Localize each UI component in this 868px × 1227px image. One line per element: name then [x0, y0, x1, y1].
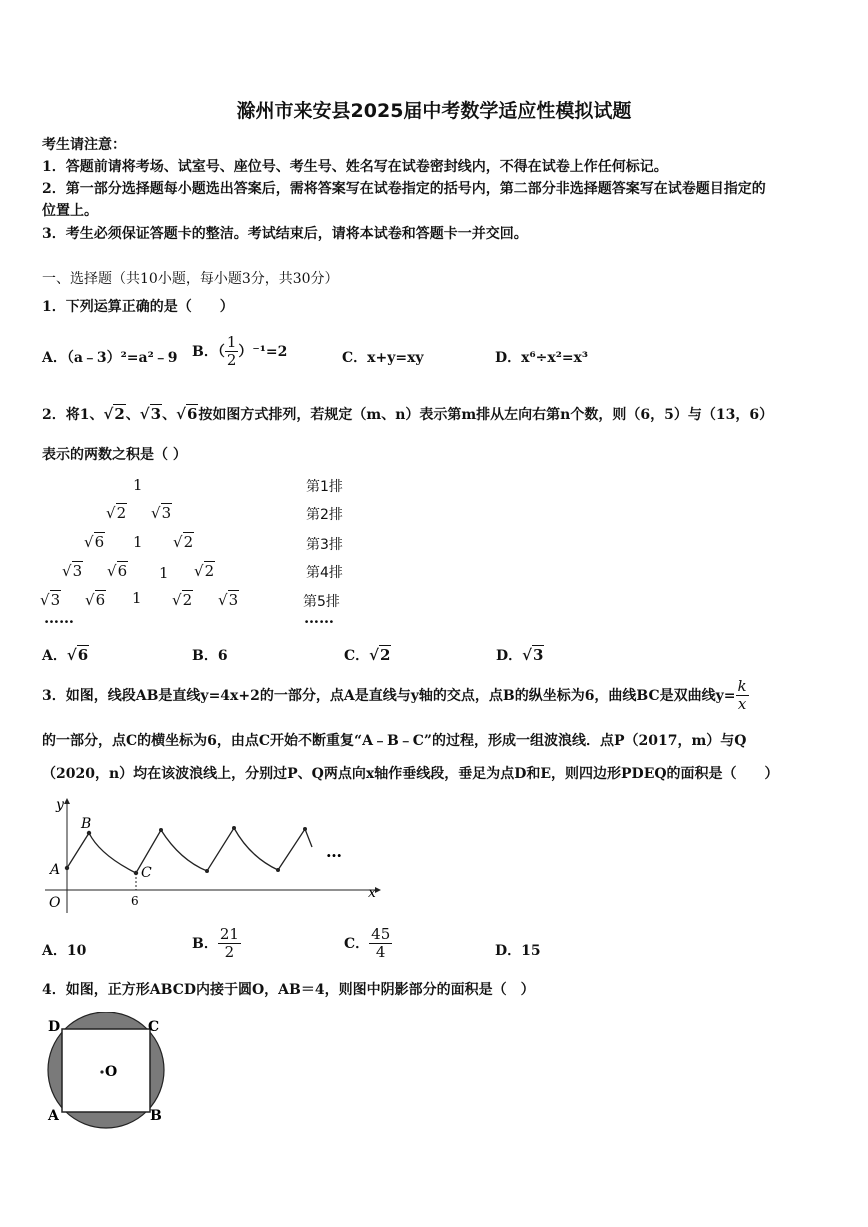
sqrt: √6 — [176, 405, 198, 423]
q1-option-d: D．x⁶÷x²=x³ — [495, 350, 589, 366]
denominator: 4 — [375, 942, 386, 961]
tri-cell: 1 — [133, 533, 143, 551]
square-in-circle-figure — [38, 1012, 173, 1137]
wave-point — [232, 826, 236, 830]
tri-cell: √3 — [40, 591, 61, 609]
q3-stem-part: 3．如图，线段AB是直线y=4x+2的一部分，点A是直线与y轴的交点，点B的纵坐标为6，曲线BC是双曲线y= — [42, 688, 736, 704]
x-label: x — [368, 885, 376, 901]
radicand: 3 — [50, 591, 61, 609]
numerator: 45 — [371, 925, 391, 943]
q2-option-c — [344, 645, 391, 665]
q2-option-b: B．6 — [192, 648, 228, 664]
tri-cell: 1 — [133, 476, 143, 494]
separator: 、 — [162, 407, 177, 423]
fraction — [218, 926, 241, 960]
question-2-stem — [42, 404, 773, 424]
label-d: D — [48, 1019, 61, 1035]
radicand: 3 — [533, 646, 544, 664]
q1-option-a: A．（a﹣3）²=a²﹣9 — [42, 350, 178, 366]
sqrt: √6 — [66, 646, 89, 664]
q1-option-b — [192, 334, 287, 368]
numerator: 1 — [226, 333, 237, 351]
q2-stem-part: 2．将1、 — [42, 407, 104, 423]
radicand: 6 — [94, 533, 105, 551]
radicand: 3 — [150, 405, 162, 423]
wave-point — [276, 868, 280, 872]
tri-cell: √6 — [85, 591, 106, 609]
point-a — [65, 866, 69, 870]
wave-point — [205, 869, 209, 873]
tri-cell: √2 — [173, 533, 194, 551]
label-a: A — [48, 1108, 59, 1124]
question-3-stem — [42, 678, 749, 712]
numerator: 21 — [219, 925, 239, 943]
radicand: 3 — [228, 591, 239, 609]
sqrt: √2 — [369, 646, 391, 664]
radicand: 2 — [116, 504, 127, 522]
radicand: 2 — [204, 562, 215, 580]
tri-ellipsis: …… — [44, 609, 74, 627]
tri-cell: √2 — [172, 591, 193, 609]
q2-option-d — [496, 645, 544, 665]
option-label: D． — [496, 648, 523, 664]
a-label: A — [50, 862, 61, 878]
radicand: 2 — [183, 533, 194, 551]
q2-option-a — [42, 645, 89, 665]
row-label: 第2排 — [306, 507, 343, 523]
row-ellipsis: …… — [304, 609, 334, 627]
label-b: B — [150, 1108, 162, 1124]
denominator: 2 — [226, 350, 237, 369]
q3-option-a: A．10 — [42, 943, 87, 959]
question-2-stem-cont: 表示的两数之积是（ ） — [42, 447, 187, 463]
row-label: 第3排 — [306, 537, 343, 553]
numerator: k — [737, 677, 747, 695]
wave-graph — [40, 795, 385, 920]
radicand: 2 — [380, 646, 391, 664]
row-label: 第1排 — [306, 479, 343, 495]
q1-b-tail: ）⁻¹=2 — [238, 344, 288, 360]
radicand: 6 — [95, 591, 106, 609]
origin-label: O — [49, 895, 61, 911]
sqrt: √3 — [139, 405, 162, 423]
row-label: 第5排 — [303, 594, 340, 610]
tri-cell: √2 — [106, 504, 127, 522]
tri-cell: √3 — [151, 504, 172, 522]
radicand: 6 — [186, 405, 198, 423]
wave-point — [303, 827, 307, 831]
separator: 、 — [125, 407, 140, 423]
sqrt: √2 — [103, 405, 125, 423]
q2-stem-part: 按如图方式排列，若规定（m、n）表示第m排从左向右第n个数，则（6，5）与（13，6） — [198, 407, 774, 423]
tri-cell: √2 — [194, 562, 215, 580]
b-label: B — [81, 816, 92, 832]
radicand: 2 — [114, 405, 125, 423]
point-c — [134, 871, 138, 875]
y-axis-arrow — [64, 798, 70, 804]
radicand: 3 — [72, 562, 83, 580]
tri-cell: 1 — [159, 564, 169, 582]
option-label: C． — [344, 936, 370, 952]
c-label: C — [141, 865, 152, 881]
question-4-stem: 4．如图，正方形ABCD内接于圆O，AB＝4，则图中阴影部分的面积是（ ） — [42, 982, 535, 998]
q3-option-b — [192, 926, 241, 960]
radicand: 3 — [161, 504, 172, 522]
question-3-stem-cont: 的一部分，点C的横坐标为6，由点C开始不断重复“A﹣B﹣C”的过程，形成一组波浪线．点P（2017，m）与Q — [42, 733, 747, 749]
denominator: 2 — [224, 942, 235, 961]
radicand: 6 — [117, 562, 128, 580]
fraction — [369, 926, 392, 960]
radicand: 2 — [182, 591, 193, 609]
radicand: 6 — [77, 646, 89, 664]
notice-item: 位置上。 — [42, 203, 98, 219]
question-1-stem: 1．下列运算正确的是（ ） — [42, 299, 234, 315]
option-label: B． — [192, 936, 218, 952]
sqrt: √3 — [522, 646, 544, 664]
tick-6-label: 6 — [131, 894, 139, 908]
tri-cell: √6 — [107, 562, 128, 580]
label-o: O — [105, 1064, 118, 1080]
notice-heading: 考生请注意： — [42, 137, 126, 153]
tri-cell: √3 — [62, 562, 83, 580]
fraction — [225, 334, 239, 368]
notice-item: 3．考生必须保证答题卡的整洁。考试结束后，请将本试卷和答题卡一并交回。 — [42, 226, 528, 242]
notice-item: 2．第一部分选择题每小题选出答案后，需将答案写在试卷指定的括号内，第二部分非选择题答案写在试卷题目指定的 — [42, 181, 766, 197]
q3-option-d: D．15 — [495, 943, 541, 959]
q1-b-label: B．（ — [192, 344, 225, 360]
notice-item: 1．答题前请将考场、试室号、座位号、考生号、姓名写在试卷密封线内，不得在试卷上作任何标记。 — [42, 159, 668, 175]
y-label: y — [56, 797, 64, 813]
tri-cell: √6 — [84, 533, 105, 551]
page-title: 滁州市来安县2025届中考数学适应性模拟试题 — [236, 100, 632, 122]
label-c: C — [148, 1019, 160, 1035]
section-heading: 一、选择题（共10小题，每小题3分，共30分） — [42, 271, 339, 287]
option-label: C． — [344, 648, 370, 664]
graph-ellipsis: … — [326, 842, 342, 861]
tri-cell: √3 — [218, 591, 239, 609]
wave-line — [67, 828, 312, 873]
tri-cell: 1 — [132, 589, 142, 607]
fraction — [736, 678, 749, 712]
question-3-stem-cont: （2020，n）均在该波浪线上，分别过P、Q两点向x轴作垂线段，垂足为点D和E，则四边形PDEQ的面积是（ ） — [42, 766, 779, 782]
q3-option-c — [344, 926, 392, 960]
option-label: A． — [42, 648, 67, 664]
row-label: 第4排 — [306, 565, 343, 581]
denominator: x — [737, 694, 747, 713]
q1-option-c: C．x+y=xy — [342, 350, 424, 366]
wave-point — [159, 828, 163, 832]
center-dot — [100, 1070, 103, 1073]
